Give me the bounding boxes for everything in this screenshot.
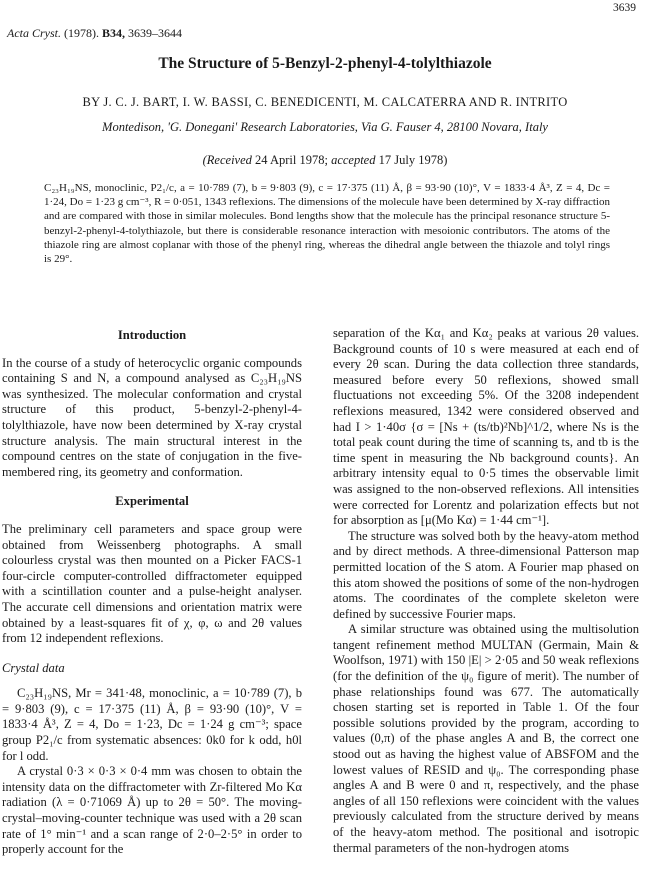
journal-citation <box>7 26 182 41</box>
crystal-data-paragraph: C₂₃H₁₉NS, Mr = 341·48, monoclinic, a = 10·789 (7), b = 9·803 (9), c = 17·375 (11) Å, β = 93·90 (10)°, V = 1833·4 Å³, Z = 4, Do = 1·23, Dc = 1·24 g cm⁻³; space group P2₁/c from systematic absences: 0k0 for k odd, h0l for l odd. <box>2 686 302 763</box>
introduction-paragraph: In the course of a study of heterocyclic organic compounds containing S and N, a compound analysed as C₂₃H₁₉NS was synthesized. The molecular conformation and crystal structure of this product, 5-benzyl-2-phenyl-4-tolylthiazole, have now been determined by X-ray crystal structure analysis. The main structural interest in the compound centres on the state of conjugation in the five-membered ring, its geometry and conformation. <box>2 355 302 479</box>
journal-name: Acta Cryst. <box>7 26 61 40</box>
received-label: (Received <box>202 153 252 167</box>
journal-pages: 3639–3644 <box>128 26 183 40</box>
page-number: 3639 <box>613 2 636 14</box>
left-column <box>2 320 302 858</box>
abstract: C₂₃H₁₉NS, monoclinic, P2₁/c, a = 10·789 (7), b = 9·803 (9), c = 17·375 (11) Å, β = 93·90 (10)°, V = 1833·4 Å³, Z = 4, Dc = 1·24, Do = 1·23 g cm⁻³, R = 0·051, 1343 reflexions. The dimensions of the molecule have been determined by X-ray diffraction and are compared with those in similar molecules. Bond lengths show that the molecule has the principal resonance structure 5-benzyl-2-phenyl-4-tolythiazole, but there is considerable resonance interaction with mesoionic contributors. The atoms of the thiazole ring are almost coplanar with those of the phenyl ring, whereas the dihedral angle between the thiazole and tolyl rings is 29°. <box>44 182 610 266</box>
experimental-heading: Experimental <box>115 494 189 509</box>
received-date: 24 April 1978; <box>255 153 328 167</box>
crystal-paragraph-2: A crystal 0·3 × 0·3 × 0·4 mm was chosen to obtain the intensity data on the diffractometer with Zr-filtered Mo Kα radiation (λ = 0·71069 Å) up to 2θ = 50°. The moving-crystal–moving-counter technique was used with a 2θ scan rate of 1° min⁻¹ and a scan range of 2·0–2·5° in order to properly account for the <box>2 764 302 857</box>
author-list: BY J. C. J. BART, I. W. BASSI, C. BENEDICENTI, M. CALCATERRA AND R. INTRITO <box>82 95 568 109</box>
accepted-date: 17 July 1978) <box>378 153 448 167</box>
crystal-data-heading: Crystal data <box>2 660 65 675</box>
journal-volume: B34, <box>102 26 126 40</box>
multan-paragraph: A similar structure was obtained using the multisolution tangent refinement method MULTAN (Germain, Main & Woolfson, 1971) with 150 |E| > 2·05 and 50 weak reflexions (for the definition of the ψ₀ figure of merit). The number of phase relationships found was 677. The automatically chosen starting set is reported in Table 1. Of the four possible solutions provided by the program, according to values (0,π) of the phase angles A and B, the correct one stood out as having the highest value of ABSFOM and the lowest values of RESID and ψ₀. The corresponding phase angles A and B were 0 and π, respectively, and the phase angles of all 150 reflexions were coincident with the values previously calculated from the structure derived by means of the heavy-atom method. The positional and isotropic thermal parameters of the non-hydrogen atoms <box>333 622 639 855</box>
right-column <box>333 326 639 856</box>
received-line <box>0 153 650 168</box>
affiliation: Montedison, 'G. Donegani' Research Laboratories, Via G. Fauser 4, 28100 Novara, Italy <box>102 120 548 134</box>
accepted-label: accepted <box>331 153 376 167</box>
journal-year: (1978). <box>64 26 99 40</box>
introduction-heading: Introduction <box>117 328 187 342</box>
paper-title: The Structure of 5-Benzyl-2-phenyl-4-tolylthiazole <box>158 55 492 72</box>
data-collection-paragraph: separation of the Kα₁ and Kα₂ peaks at various 2θ values. Background counts of 10 s were measured at each end of every 2θ scan. During the data collection three standards, measured before every 50 reflexions, showed small fluctuations not exceeding 5%. Of the 3208 independent reflexions measured, 1342 were considered observed and had I > 1·40σ {σ = [Ns + (ts/tb)²Nb]^1/2, where Ns is the total peak count during the time of scanning ts, and tb is the time spent in measuring the Nb background counts}. An arbitrary intensity equal to 0·5 times the observable limit was assigned to the non-observed reflexions. All intensities were corrected for Lorentz and polarization effects but not for absorption as [μ(Mo Kα) = 1·44 cm⁻¹]. <box>333 326 639 528</box>
experimental-paragraph: The preliminary cell parameters and space group were obtained from Weissenberg photographs. A small colourless crystal was then mounted on a Picker FACS-1 four-circle computer-controlled diffractometer equipped with a scintillation counter and a pulse-height analyser. The accurate cell dimensions and orientation matrix were obtained by a least-squares fit of χ, φ, ω and 2θ values from 12 independent reflexions. <box>2 521 302 646</box>
structure-solution-paragraph: The structure was solved both by the heavy-atom method and by direct methods. A three-dimensional Patterson map permitted location of the S atom. A Fourier map phased on this atom showed the positions of some of the non-hydrogen atoms. The coordinates of the complete skeleton were defined by successive Fourier maps. <box>333 528 639 621</box>
